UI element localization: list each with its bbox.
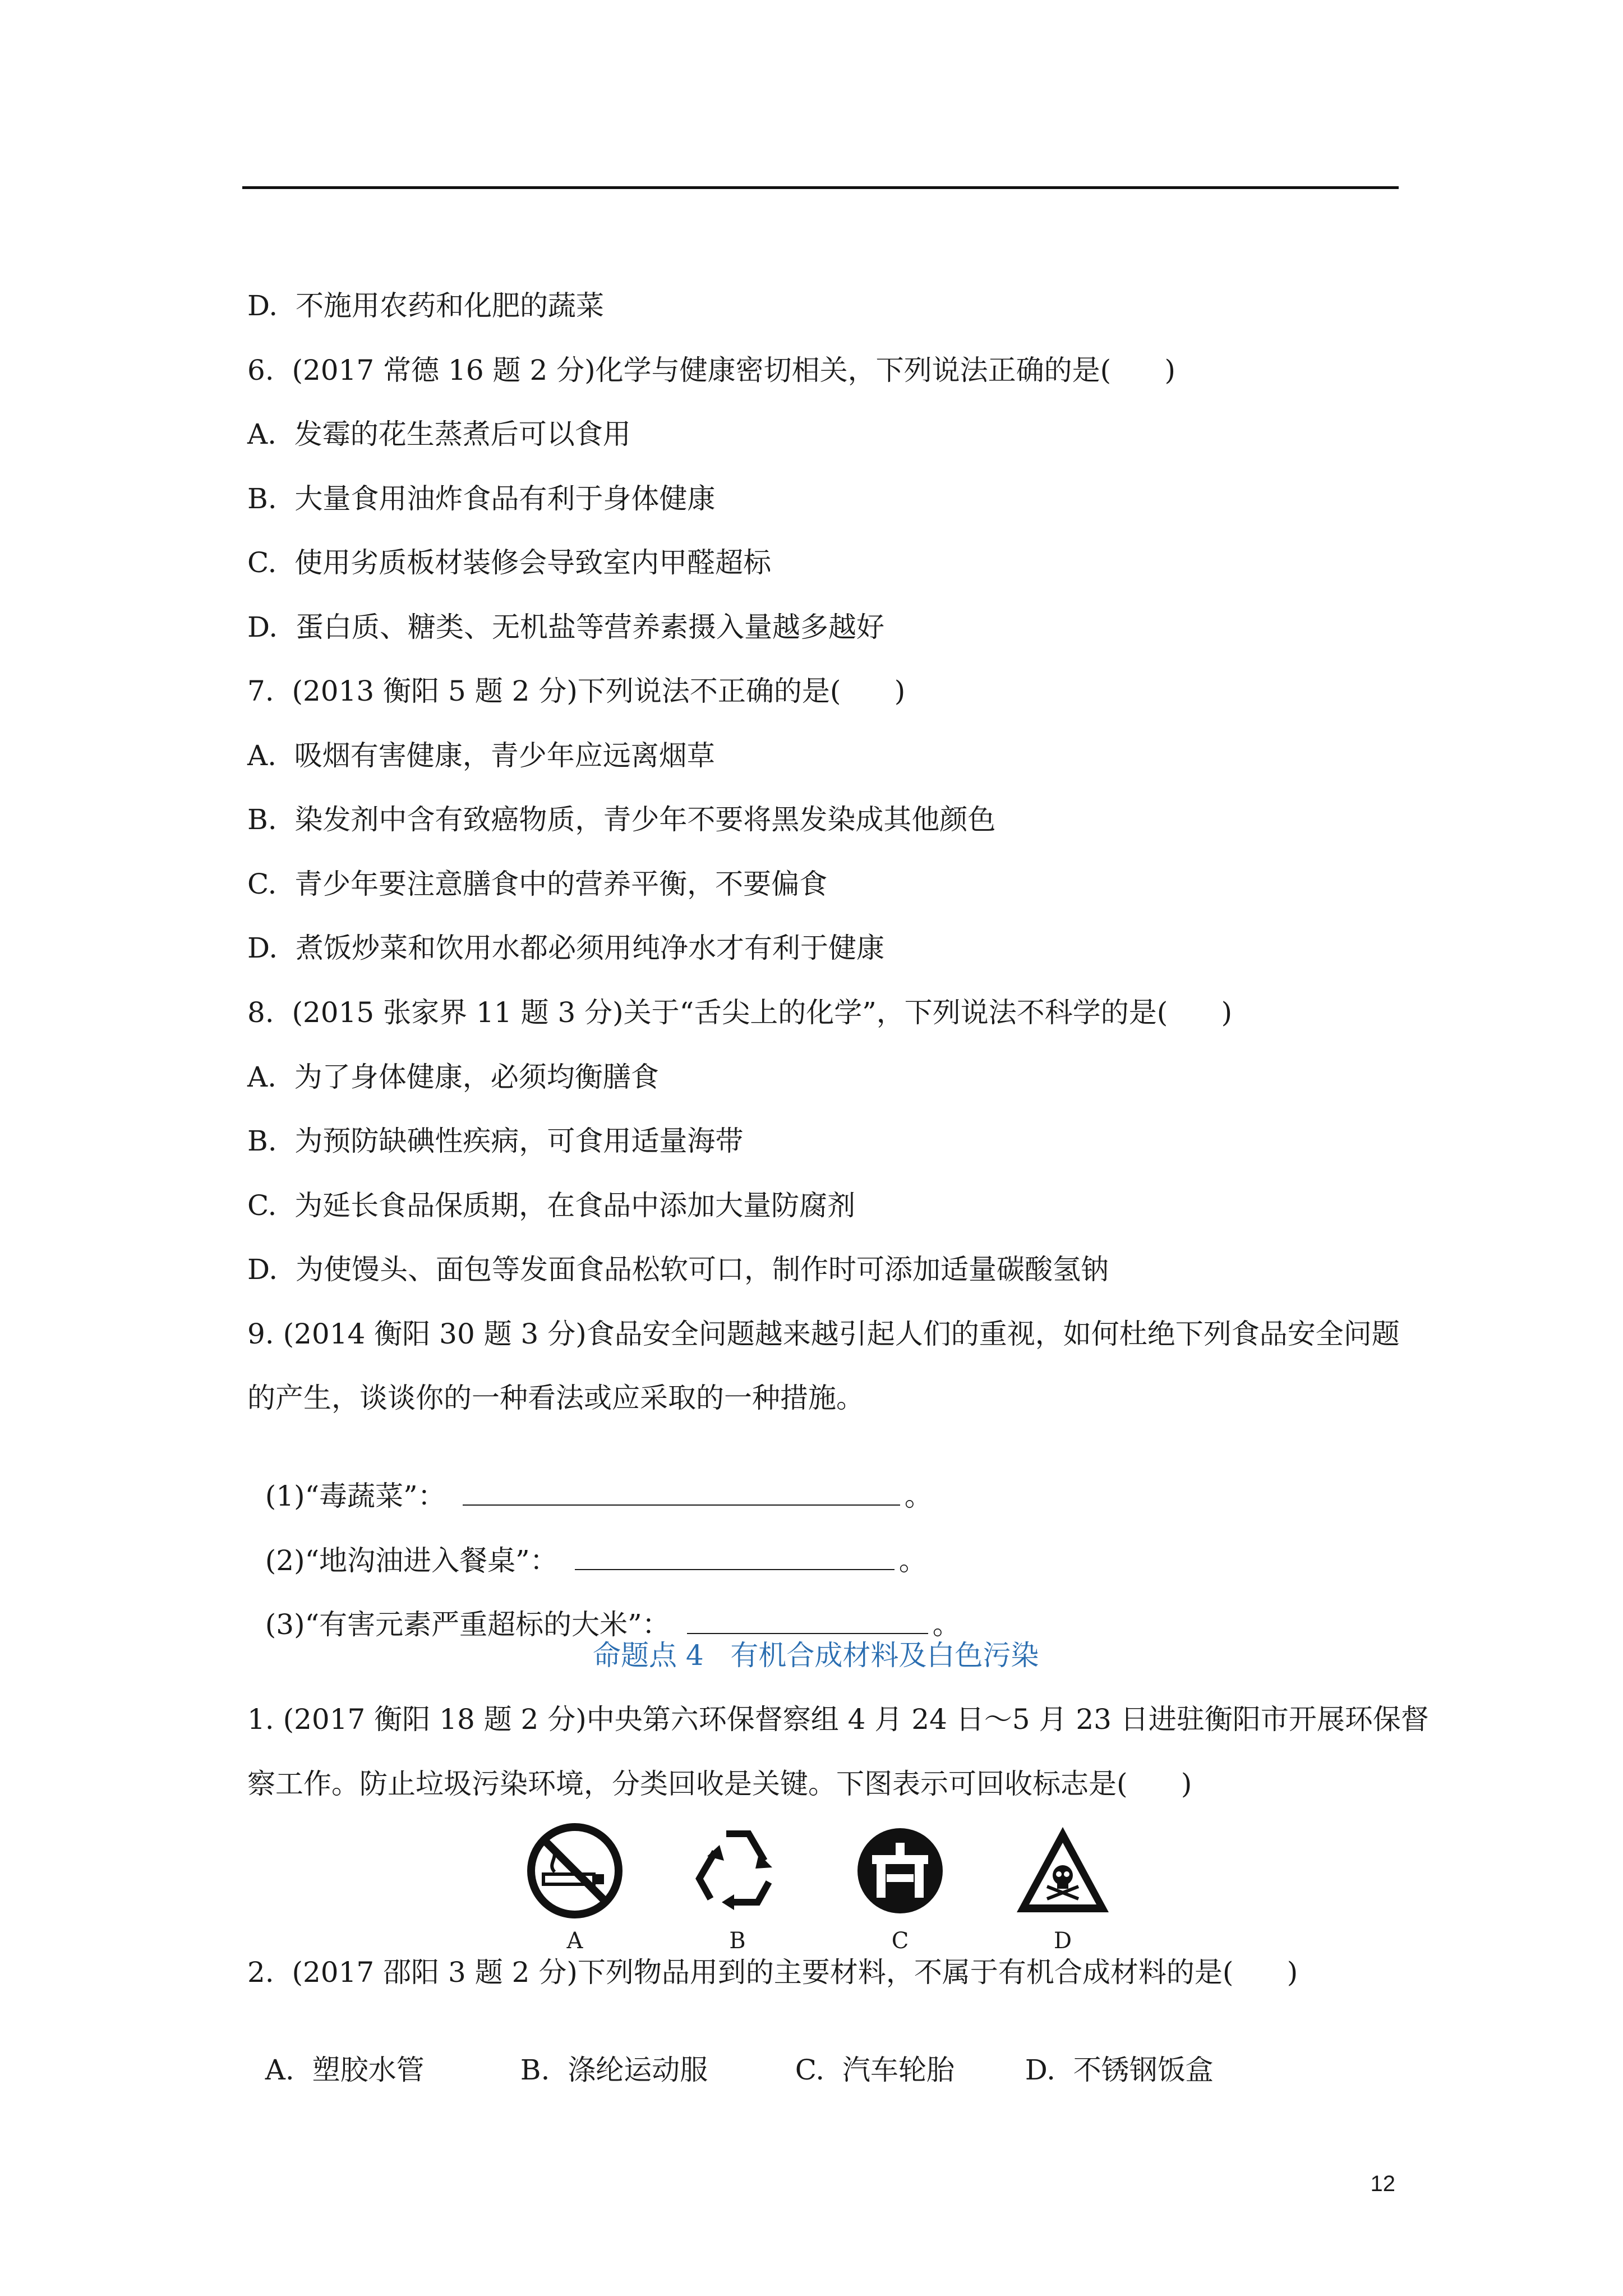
period: 。 [898,1544,927,1577]
s4-q2-options [247,2019,1214,2087]
page-number: 12 [1370,2171,1395,2196]
q8-option-b: B. 为预防缺碘性疾病，可食用适量海带 [247,1125,744,1157]
q7-option-a: A. 吸烟有害健康，青少年应远离烟草 [247,739,715,772]
sign-options [522,1820,1116,1954]
s4-q2-option-b: B. 涤纶运动服 [520,2054,708,2086]
q6-option-c: C. 使用劣质板材装修会导致室内甲醛超标 [247,546,772,579]
answer-blank-2[interactable] [575,1547,895,1570]
q7-option-d: D. 煮饭炒菜和饮用水都必须用纯净水才有利于健康 [247,932,884,964]
q9-stem-cont: 的产生，谈谈你的一种看法或应采取的一种措施。 [247,1382,864,1414]
q7-option-b: B. 染发剂中含有致癌物质，青少年不要将黑发染成其他颜色 [247,803,996,836]
sign-option-a [522,1820,628,1955]
s4-q2-option-d: D. 不锈钢饭盒 [1025,2054,1214,2086]
q9-sub3-label: (3)“有害元素严重超标的大米”： [265,1608,670,1641]
s4-q2-stem: 2. (2017 邵阳 3 题 2 分)下列物品用到的主要材料，不属于有机合成材料的是( ) [247,1956,1298,1989]
answer-blank-1[interactable] [463,1482,900,1506]
header-rule [242,186,1399,189]
q6-option-a: A. 发霉的花生蒸煮后可以食用 [247,418,631,450]
sign-label: D [1053,1928,1072,1954]
q9-sub2-label: (2)“地沟油进入餐桌”： [265,1544,558,1577]
q6-stem: 6. (2017 常德 16 题 2 分)化学与健康密切相关，下列说法正确的是( ) [247,354,1176,386]
q8-option-d: D. 为使馒头、面包等发面食品松软可口，制作时可添加适量碳酸氢钠 [247,1253,1109,1286]
recycle-icon [687,1820,788,1921]
no-smoking-icon [524,1820,625,1921]
answer-blank-3[interactable] [687,1611,928,1634]
q9-stem: 9. (2014 衡阳 30 题 3 分)食品安全问题越来越引起人们的重视，如何杜绝下列食品安全问题 [247,1318,1400,1350]
s4-q1-stem: 1. (2017 衡阳 18 题 2 分)中央第六环保督察组 4 月 24 日～5 月 23 日进驻衡阳市开展环保督 [247,1703,1429,1736]
q9-subquestion-3 [247,1574,961,1641]
sign-label: A [566,1928,583,1954]
sign-option-d [1009,1820,1116,1955]
toxic-skull-icon [1012,1820,1113,1921]
sign-label: C [891,1928,909,1954]
q8-option-a: A. 为了身体健康，必须均衡膳食 [247,1061,659,1093]
q8-option-c: C. 为延长食品保质期，在食品中添加大量防腐剂 [247,1189,856,1222]
q9-subquestion-2 [247,1510,927,1577]
q5-option-d: D. 不施用农药和化肥的蔬菜 [247,289,604,322]
q8-stem: 8. (2015 张家界 11 题 3 分)关于“舌尖上的化学”，下列说法不科学的是( ) [247,996,1233,1029]
s4-q2-option-c: C. 汽车轮胎 [795,2054,955,2086]
q9-sub1-label: (1)“毒蔬菜”： [265,1480,446,1512]
q7-option-c: C. 青少年要注意膳食中的营养平衡，不要偏食 [247,868,828,900]
q7-stem: 7. (2013 衡阳 5 题 2 分)下列说法不正确的是( ) [247,675,906,707]
water-saving-icon [850,1820,951,1921]
period: 。 [932,1608,961,1641]
s4-q2-option-a: A. 塑胶水管 [265,2054,425,2086]
q6-option-d: D. 蛋白质、糖类、无机盐等营养素摄入量越多越好 [247,611,884,643]
q9-subquestion-1 [247,1446,933,1513]
q6-option-b: B. 大量食用油炸食品有利于身体健康 [247,482,716,515]
sign-option-c [847,1820,953,1955]
sign-option-b [684,1820,791,1955]
period: 。 [904,1480,933,1512]
section-heading: 命题点 4 有机合成材料及白色污染 [593,1639,1039,1672]
s4-q1-stem-cont: 察工作。防止垃圾污染环境，分类回收是关键。下图表示可回收标志是( ) [247,1768,1192,1800]
sign-label: B [729,1928,746,1954]
